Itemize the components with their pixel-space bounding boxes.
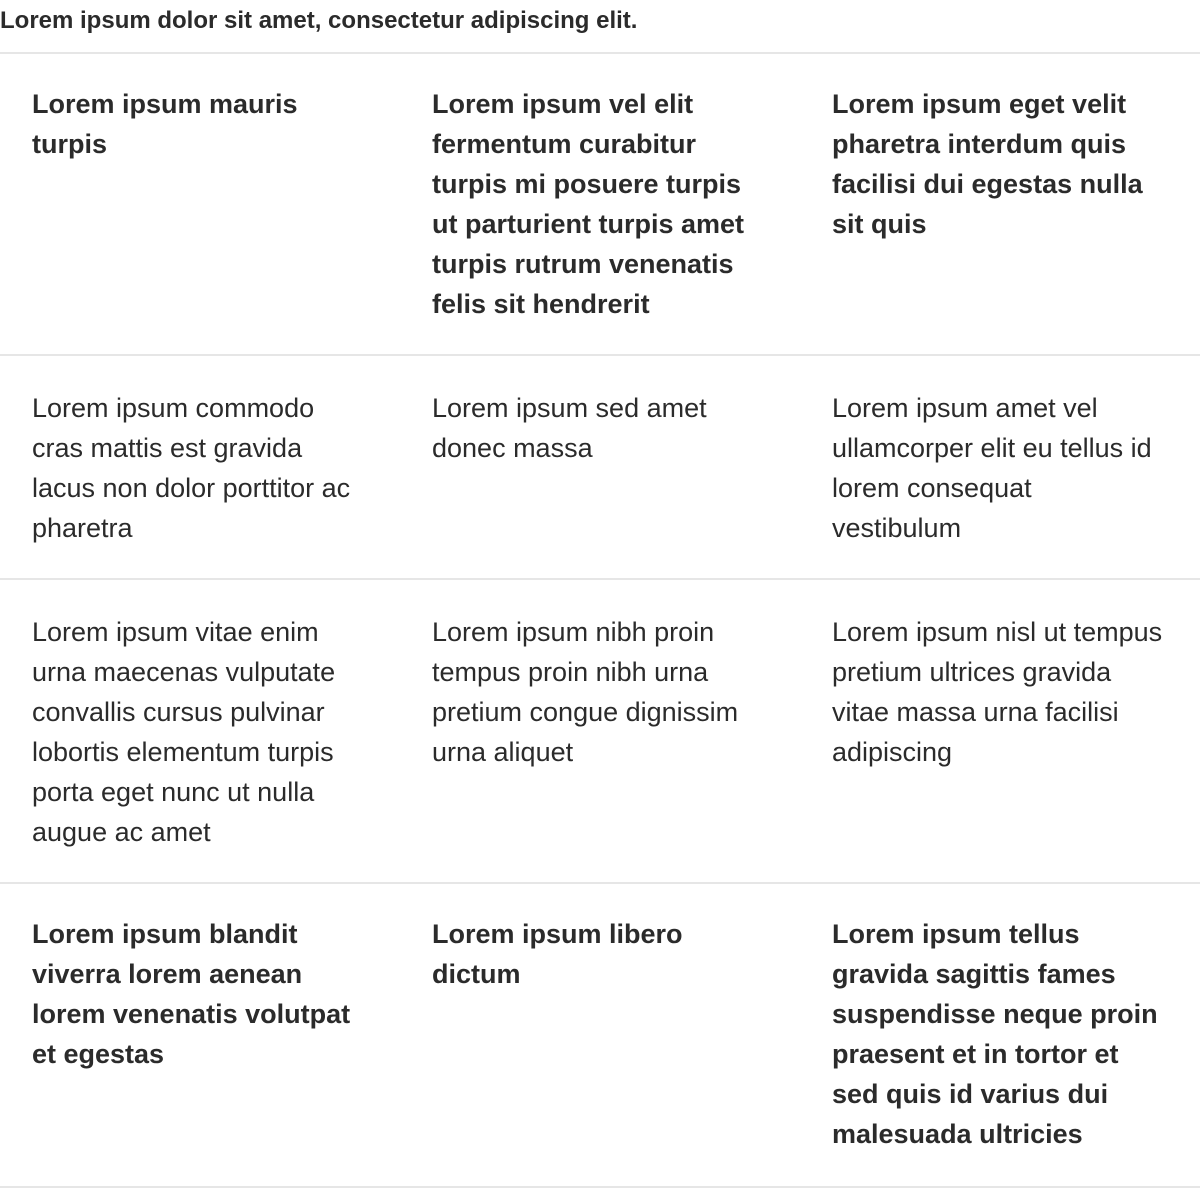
grid-cell: Lorem ipsum nisl ut tempus pretium ultrices gravida vitae massa urna facilisi adipiscing	[832, 617, 1163, 767]
grid-cell: Lorem ipsum vitae enim urna maecenas vulputate convallis cursus pulvinar lobortis elementum turpis porta eget nunc ut nulla augue ac amet	[32, 617, 336, 847]
grid-cell: Lorem ipsum blandit viverra lorem aenean lorem venenatis volutpat et egestas	[32, 919, 351, 1069]
grid-cell: Lorem ipsum sed amet donec massa	[432, 393, 707, 463]
grid-row-2	[0, 356, 1200, 580]
content-grid	[0, 54, 1200, 1188]
grid-cell: Lorem ipsum commodo cras mattis est gravida lacus non dolor porttitor ac pharetra	[32, 393, 351, 543]
grid-cell: Lorem ipsum tellus gravida sagittis fames suspendisse neque proin praesent et in tortor et sed quis id varius dui malesuada ultricies	[832, 919, 1158, 1149]
grid-cell: Lorem ipsum nibh proin tempus proin nibh urna pretium congue dignissim urna aliquet	[432, 617, 739, 767]
grid-cell: Lorem ipsum mauris turpis	[32, 89, 298, 159]
grid-cell: Lorem ipsum vel elit fermentum curabitur turpis mi posuere turpis ut parturient turpis amet turpis rutrum venenatis felis sit hendrerit	[432, 89, 745, 319]
grid-row-4	[0, 884, 1200, 1188]
page-title: Lorem ipsum dolor sit amet, consectetur adipiscing elit.	[0, 7, 638, 34]
grid-row-3	[0, 580, 1200, 884]
grid-cell: Lorem ipsum amet vel ullamcorper elit eu tellus id lorem consequat vestibulum	[832, 393, 1152, 543]
grid-cell: Lorem ipsum libero dictum	[432, 919, 683, 989]
grid-row-1	[0, 54, 1200, 356]
grid-cell: Lorem ipsum eget velit pharetra interdum quis facilisi dui egestas nulla sit quis	[832, 89, 1143, 239]
